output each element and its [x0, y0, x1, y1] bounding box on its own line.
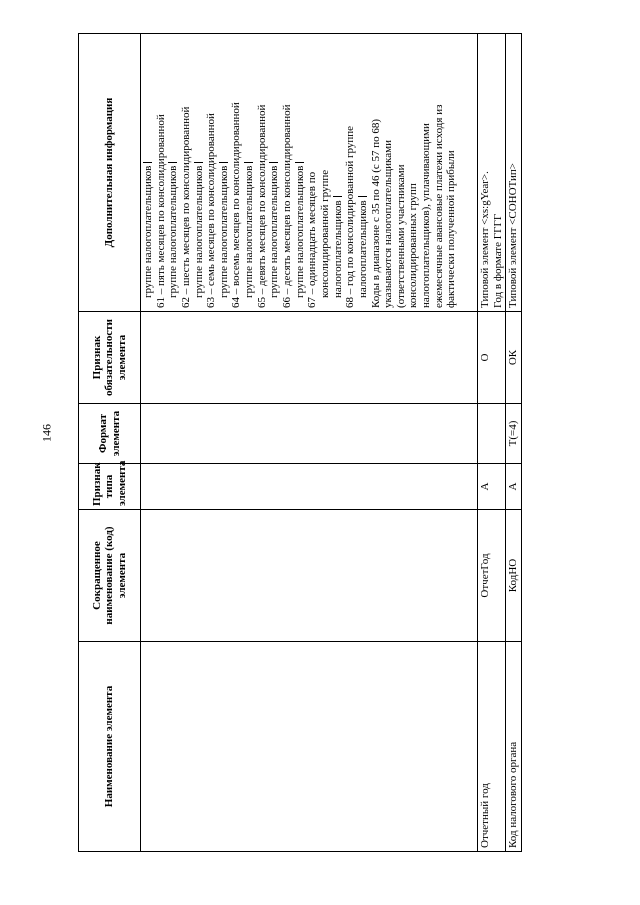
- row-required: О: [478, 312, 506, 404]
- row-type: А: [478, 464, 506, 510]
- row-name: Код налогового органа: [506, 642, 522, 852]
- info-line: 68 – год по консолидированной группе: [344, 125, 357, 308]
- header-format: Формат элемента: [79, 404, 141, 464]
- info-line: группе налогоплательщиков: [293, 165, 306, 298]
- info-line: указываются налогоплательщиками: [382, 140, 395, 308]
- continuation-row: [141, 34, 478, 852]
- info-line: 61 – пять месяцев по консолидированной: [154, 114, 167, 308]
- info-line: 67 – одиннадцать месяцев по: [306, 171, 319, 308]
- info-line: группе налогоплательщиков: [142, 165, 154, 298]
- info-line: 63 – семь месяцев по консолидированной: [205, 113, 218, 308]
- continuation-marker: [143, 161, 152, 163]
- elements-table: [78, 33, 522, 852]
- info-line: фактически полученной прибыли: [445, 150, 458, 308]
- info-line: налогоплательщиков: [356, 200, 369, 298]
- header-required: Признак обязательности элемента: [79, 312, 141, 404]
- row-format: [478, 404, 506, 464]
- info-line: группе налогоплательщиков: [243, 165, 256, 298]
- continuation-marker: [168, 161, 177, 163]
- row-name: Отчетный год: [478, 642, 506, 852]
- row-code: КодНО: [506, 510, 522, 642]
- rotated-table-container: [78, 34, 575, 852]
- continuation-info: [141, 34, 478, 312]
- continuation-marker: [194, 161, 203, 163]
- info-line: 66 – десять месяцев по консолидированной: [281, 104, 294, 308]
- info-line: 62 – шесть месяцев по консолидированной: [179, 106, 192, 308]
- continuation-marker: [358, 195, 367, 197]
- info-line: консолидированной группе: [318, 169, 331, 298]
- row-code: ОтчетГод: [478, 510, 506, 642]
- info-line: Коды в диапазоне с 35 по 46 (с 57 по 68): [369, 118, 382, 308]
- header-type: Признак типа элемента: [79, 464, 141, 510]
- row-format: T(=4): [506, 404, 522, 464]
- info-line: Год в формате ГГГГ: [491, 213, 504, 308]
- info-line: Типовой элемент <xs:gYear>.: [479, 171, 491, 308]
- table-row: [478, 34, 506, 852]
- info-line: Типовой элемент <СОНОТип>: [507, 163, 520, 308]
- row-info: [506, 34, 522, 312]
- table-header-row: [79, 34, 141, 852]
- info-line: налогоплательщиков), уплачивающими: [420, 123, 433, 308]
- info-line: налогоплательщиков: [331, 200, 344, 298]
- info-line: группе налогоплательщиков: [167, 165, 180, 298]
- page-number: 146: [39, 424, 54, 442]
- header-additional-info: Дополнительная информация: [79, 34, 141, 312]
- row-info: [478, 34, 506, 312]
- info-line: ежемесячные авансовые платежи исходя из: [432, 104, 445, 308]
- info-line: 65 – девять месяцев по консолидированной: [255, 104, 268, 308]
- info-line: 64 – восемь месяцев по консолидированной: [230, 102, 243, 308]
- row-type: А: [506, 464, 522, 510]
- continuation-marker: [333, 195, 342, 197]
- continuation-marker: [219, 161, 228, 163]
- info-line: (ответственными участниками: [394, 164, 407, 308]
- table-row: [506, 34, 522, 852]
- header-element-name: Наименование элемента: [79, 642, 141, 852]
- continuation-marker: [244, 161, 253, 163]
- info-line: группе налогоплательщиков: [268, 165, 281, 298]
- info-line: группе налогоплательщиков: [217, 165, 230, 298]
- continuation-marker: [295, 161, 304, 163]
- row-required: ОК: [506, 312, 522, 404]
- continuation-marker: [269, 161, 278, 163]
- info-line: группе налогоплательщиков: [192, 165, 205, 298]
- info-line: консолидированных групп: [407, 183, 420, 308]
- header-short-name: Сокращенное наименование (код) элемента: [79, 510, 141, 642]
